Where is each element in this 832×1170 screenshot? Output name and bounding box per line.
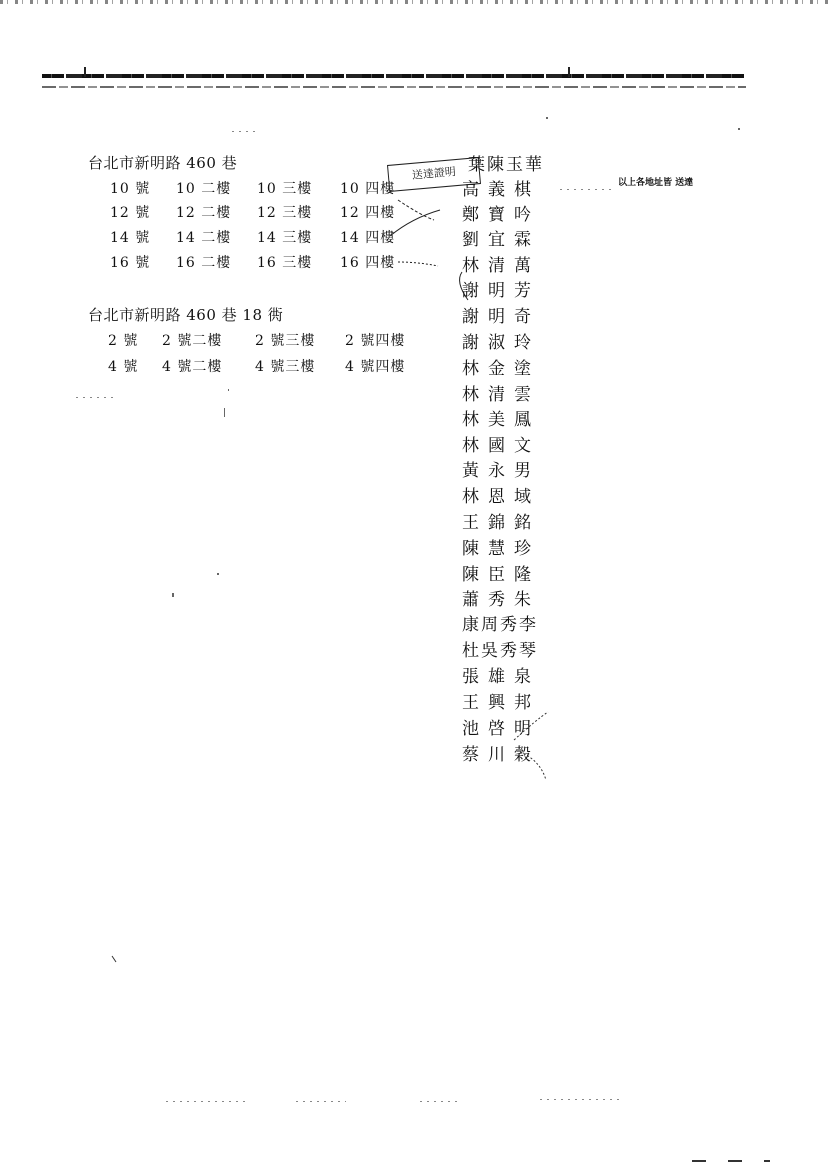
address-cell: 10 三樓 <box>257 181 313 197</box>
recipient-name: 杜吳秀琴 <box>462 641 538 661</box>
margin-note: 以上各地址皆 送達 <box>618 178 694 188</box>
recipient-name: 林恩域 <box>462 487 540 507</box>
address-cell: 14 三樓 <box>257 230 313 246</box>
recipient-name: 陳臣隆 <box>462 565 540 585</box>
recipient-name: 高義棋 <box>462 180 540 200</box>
address-heading-alley-18: 台北市新明路 460 巷 18 衖 <box>88 306 284 324</box>
address-cell: 4 號三樓 <box>255 359 316 375</box>
recipient-name: 林國文 <box>462 436 540 456</box>
recipient-name: 陳慧珍 <box>462 539 540 559</box>
address-cell: 14 四樓 <box>340 230 396 246</box>
recipient-name: 蔡川穀 <box>462 745 540 765</box>
address-cell: 2 號四樓 <box>345 333 406 349</box>
recipient-name: 林清萬 <box>462 256 540 276</box>
recipient-name: 林清雲 <box>462 385 540 405</box>
address-cell: 16 二樓 <box>176 255 232 271</box>
address-cell: 12 四樓 <box>340 205 396 221</box>
recipient-name: 王錦銘 <box>462 513 540 533</box>
address-cell: 2 號三樓 <box>255 333 316 349</box>
address-cell: 10 四樓 <box>340 181 396 197</box>
recipient-name: 池啓明 <box>462 719 540 739</box>
recipient-name: 林美鳳 <box>462 410 540 430</box>
recipient-name: 謝明奇 <box>462 307 540 327</box>
recipient-name: 康周秀李 <box>462 615 538 635</box>
recipient-name: 鄭寶吟 <box>462 205 540 225</box>
address-cell: 12 二樓 <box>176 205 232 221</box>
address-cell: 16 四樓 <box>340 255 396 271</box>
recipient-name: 黃永男 <box>462 461 540 481</box>
delivery-stamp: 送達證明 <box>387 157 481 192</box>
address-cell: 2 號 <box>108 333 139 349</box>
recipient-name: 謝淑玲 <box>462 333 540 353</box>
recipient-name: 劉宜霖 <box>462 230 540 250</box>
address-cell: 10 二樓 <box>176 181 232 197</box>
recipient-name: 王興邦 <box>462 693 540 713</box>
recipient-name: 謝明芳 <box>462 281 540 301</box>
recipient-name: 林金塗 <box>462 359 540 379</box>
address-cell: 2 號二樓 <box>162 333 223 349</box>
address-cell: 4 號二樓 <box>162 359 223 375</box>
recipient-name: 葉陳玉華 <box>468 155 544 175</box>
address-heading-lane-460: 台北市新明路 460 巷 <box>88 154 238 172</box>
address-cell: 4 號 <box>108 359 139 375</box>
address-cell: 12 號 <box>110 205 151 221</box>
address-cell: 12 三樓 <box>257 205 313 221</box>
address-cell: 10 號 <box>110 181 151 197</box>
address-cell: 16 三樓 <box>257 255 313 271</box>
recipient-name: 張雄泉 <box>462 667 540 687</box>
address-cell: 16 號 <box>110 255 151 271</box>
address-cell: 14 號 <box>110 230 151 246</box>
recipient-name: 蕭秀朱 <box>462 590 540 610</box>
address-cell: 14 二樓 <box>176 230 232 246</box>
address-cell: 4 號四樓 <box>345 359 406 375</box>
